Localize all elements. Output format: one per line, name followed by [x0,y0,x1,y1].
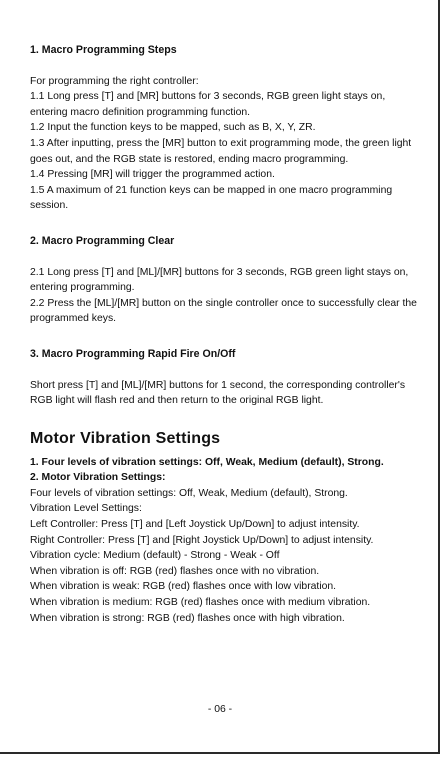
macro-clear-heading: 2. Macro Programming Clear [30,234,175,247]
vibration-line-off: When vibration is off: RGB (red) flashes once with no vibration. [30,565,320,577]
macro-step-1-4: 1.4 Pressing [MR] will trigger the programmed action. [30,169,275,181]
macro-step-1-5: 1.5 A maximum of 21 function keys can be mapped in one macro programming session. [30,184,393,212]
vibration-line-levels: Four levels of vibration settings: Off, Weak, Medium (default), Strong. [30,487,348,499]
macro-clear-step-2-2: 2.2 Press the [ML]/[MR] button on the single controller once to successfully clear the programmed keys. [30,297,417,325]
vibration-sub-1: 1. Four levels of vibration settings: Off, Weak, Medium (default), Strong. [30,456,384,468]
vibration-line-cycle: Vibration cycle: Medium (default) - Strong - Weak - Off [30,550,280,562]
vibration-line-weak: When vibration is weak: RGB (red) flashes once with low vibration. [30,581,337,593]
macro-clear-step-2-1: 2.1 Long press [T] and [ML]/[MR] buttons for 3 seconds, RGB green light stays on, entering programming. [30,266,409,294]
page-content [30,43,418,626]
rapid-fire-heading: 3. Macro Programming Rapid Fire On/Off [30,347,236,360]
vibration-line-left: Left Controller: Press [T] and [Left Joystick Up/Down] to adjust intensity. [30,519,360,531]
vibration-line-right: Right Controller: Press [T] and [Right Joystick Up/Down] to adjust intensity. [30,534,374,546]
vibration-sub-2: 2. Motor Vibration Settings: [30,472,166,484]
macro-steps-intro: For programming the right controller: [30,75,199,87]
macro-step-1-1: 1.1 Long press [T] and [MR] buttons for 3 seconds, RGB green light stays on, entering macro definition programming function. [30,91,386,118]
vibration-line-settings: Vibration Level Settings: [30,503,142,515]
page-number: - 06 - [207,704,233,715]
macro-steps-heading: 1. Macro Programming Steps [30,44,177,56]
macro-step-1-2: 1.2 Input the function keys to be mapped, such as B, X, Y, ZR. [30,122,316,134]
vibration-line-medium: When vibration is medium: RGB (red) flashes once with medium vibration. [30,597,371,609]
macro-step-1-3: 1.3 After inputting, press the [MR] button to exit programming mode, the green light goes out, and the RGB state is restored, ending macro programming. [30,137,412,165]
vibration-line-strong: When vibration is strong: RGB (red) flashes once with high vibration. [30,612,345,624]
rapid-fire-text: Short press [T] and [ML]/[MR] buttons for 1 second, the corresponding controller's RGB light will flash red and then return to the original RGB light. [30,379,406,407]
vibration-title: Motor Vibration Settings [30,429,221,447]
